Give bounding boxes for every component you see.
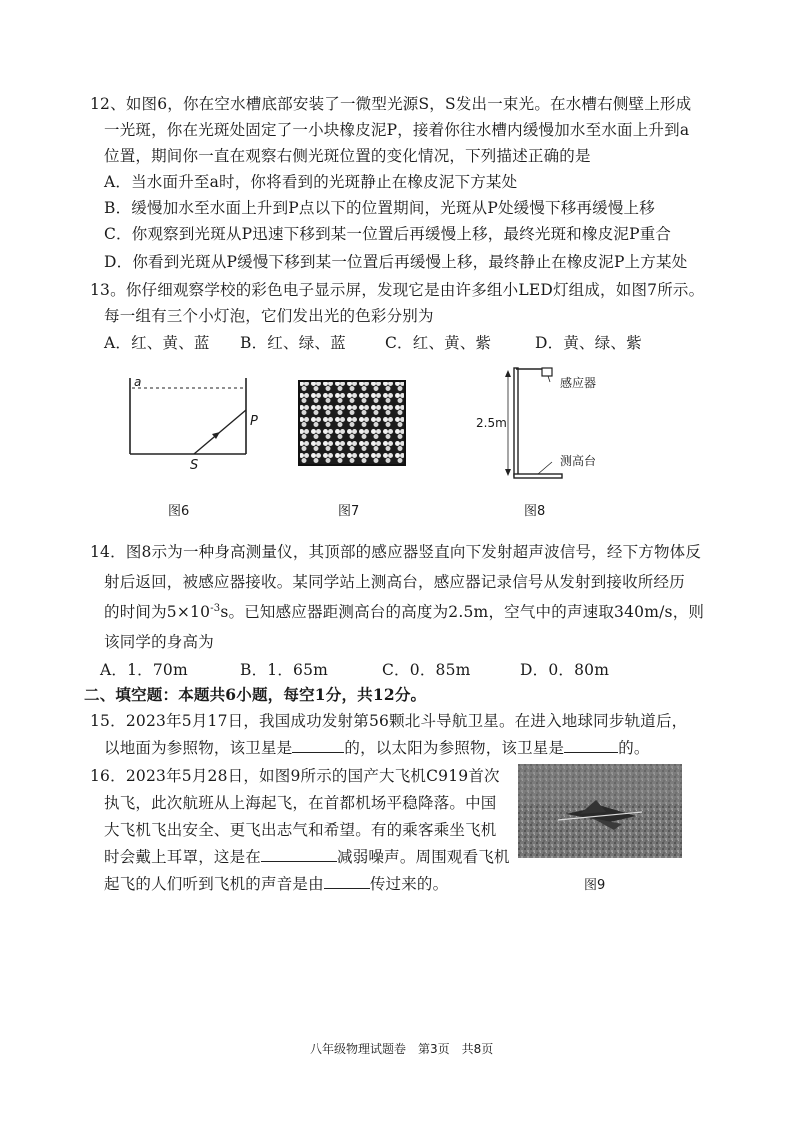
q16-stem-line1: 16．2023年5月28日，如图9所示的国产大飞机C919首次 xyxy=(90,767,500,785)
fig8-label-sensor: 感应器 xyxy=(560,376,597,390)
fig6-label-p: P xyxy=(250,414,258,429)
q13-option-a: A．红、黄、蓝 xyxy=(104,334,210,352)
q12-stem-line1: 12、如图6，你在空水槽底部安装了一微型光源S，S发出一束光。在水槽右侧壁上形成 xyxy=(90,95,692,113)
fig6-caption: 图6 xyxy=(168,504,190,519)
q14-option-a: A．1．70m xyxy=(100,661,188,679)
fig6-label-s: S xyxy=(190,458,199,473)
q13-stem-line2: 每一组有三个小灯泡，它们发出光的色彩分别为 xyxy=(104,307,434,325)
q12-option-a: A．当水面升至a时，你将看到的光斑静止在橡皮泥下方某处 xyxy=(104,173,518,191)
q13-option-b: B．红、绿、蓝 xyxy=(240,334,346,352)
q14-stem-line4: 该同学的身高为 xyxy=(104,633,214,651)
q13-option-d: D．黄、绿、紫 xyxy=(535,334,642,352)
figure-7-led-screen xyxy=(298,380,408,468)
fig6-label-a: a xyxy=(134,375,142,389)
q16-blank-1 xyxy=(261,847,337,862)
fig8-caption: 图8 xyxy=(524,504,546,519)
fig8-label-height: 2.5m xyxy=(476,416,507,430)
q16-blank-2 xyxy=(324,874,370,889)
fig8-label-platform: 测高台 xyxy=(560,454,597,468)
q14-stem-line3: 的时间为$5\times 10^{-3}s$。已知感应器距测高台的高度为2.5m，空气中的声速取340m/s，则 xyxy=(104,602,705,621)
q13-stem-line1: 13。你仔细观察学校的彩色电子显示屏，发现它是由许多组小LED灯组成，如图7所示。 xyxy=(90,281,705,299)
q14-option-d: D．0．80m xyxy=(520,661,610,679)
figure-9-aircraft-photo xyxy=(518,764,682,858)
q15-stem-line2: 以地面为参照物，该卫星是 的，以太阳为参照物，该卫星是 的。 xyxy=(104,739,650,757)
page-footer: 八年级物理试题卷 第3页 共8页 xyxy=(310,1042,494,1056)
q16-stem-line2: 执飞，此次航班从上海起飞，在首都机场平稳降落。中国 xyxy=(104,794,497,812)
fig9-caption: 图9 xyxy=(584,878,606,893)
q16-stem-line5: 起飞的人们听到飞机的声音是由 传过来的。 xyxy=(104,875,449,893)
q15-blank-1 xyxy=(292,738,344,753)
q12-option-d: D．你看到光斑从P缓慢下移到某一位置后再缓慢上移，最终静止在橡皮泥P上方某处 xyxy=(104,253,688,271)
q14-stem-line1: 14．图8示为一种身高测量仪，其顶部的感应器竖直向下发射超声波信号，经下方物体反 xyxy=(90,543,702,561)
q16-stem-line3: 大飞机飞出安全、更飞出志气和希望。有的乘客乘坐飞机 xyxy=(104,821,497,839)
q12-stem-line2: 一光斑，你在光斑处固定了一小块橡皮泥P，接着你往水槽内缓慢加水至水面上升到a xyxy=(104,121,690,139)
fig7-caption: 图7 xyxy=(338,504,360,519)
q15-blank-2 xyxy=(564,738,618,753)
q14-option-b: B．1．65m xyxy=(240,661,329,679)
q12-option-b: B．缓慢加水至水面上升到P点以下的位置期间，光斑从P处缓慢下移再缓慢上移 xyxy=(104,199,655,217)
q13-option-c: C．红、黄、紫 xyxy=(385,334,492,352)
q14-option-c: C．0．85m xyxy=(382,661,471,679)
section-2-heading: 二、填空题：本题共6小题，每空1分，共12分。 xyxy=(84,685,427,704)
q15-stem-line1: 15．2023年5月17日，我国成功发射第56颗北斗导航卫星。在进入地球同步轨道后， xyxy=(90,712,688,730)
q14-stem-line2: 射后返回，被感应器接收。某同学站上测高台，感应器记录信号从发射到接收所经历 xyxy=(104,573,685,591)
q12-option-c: C．你观察到光斑从P迅速下移到某一位置后再缓慢上移，最终光斑和橡皮泥P重合 xyxy=(104,225,672,243)
q16-stem-line4: 时会戴上耳罩，这是在 减弱噪声。周围观看飞机 xyxy=(104,848,510,866)
q12-stem-line3: 位置，期间你一直在观察右侧光斑位置的变化情况，下列描述正确的是 xyxy=(104,147,591,165)
